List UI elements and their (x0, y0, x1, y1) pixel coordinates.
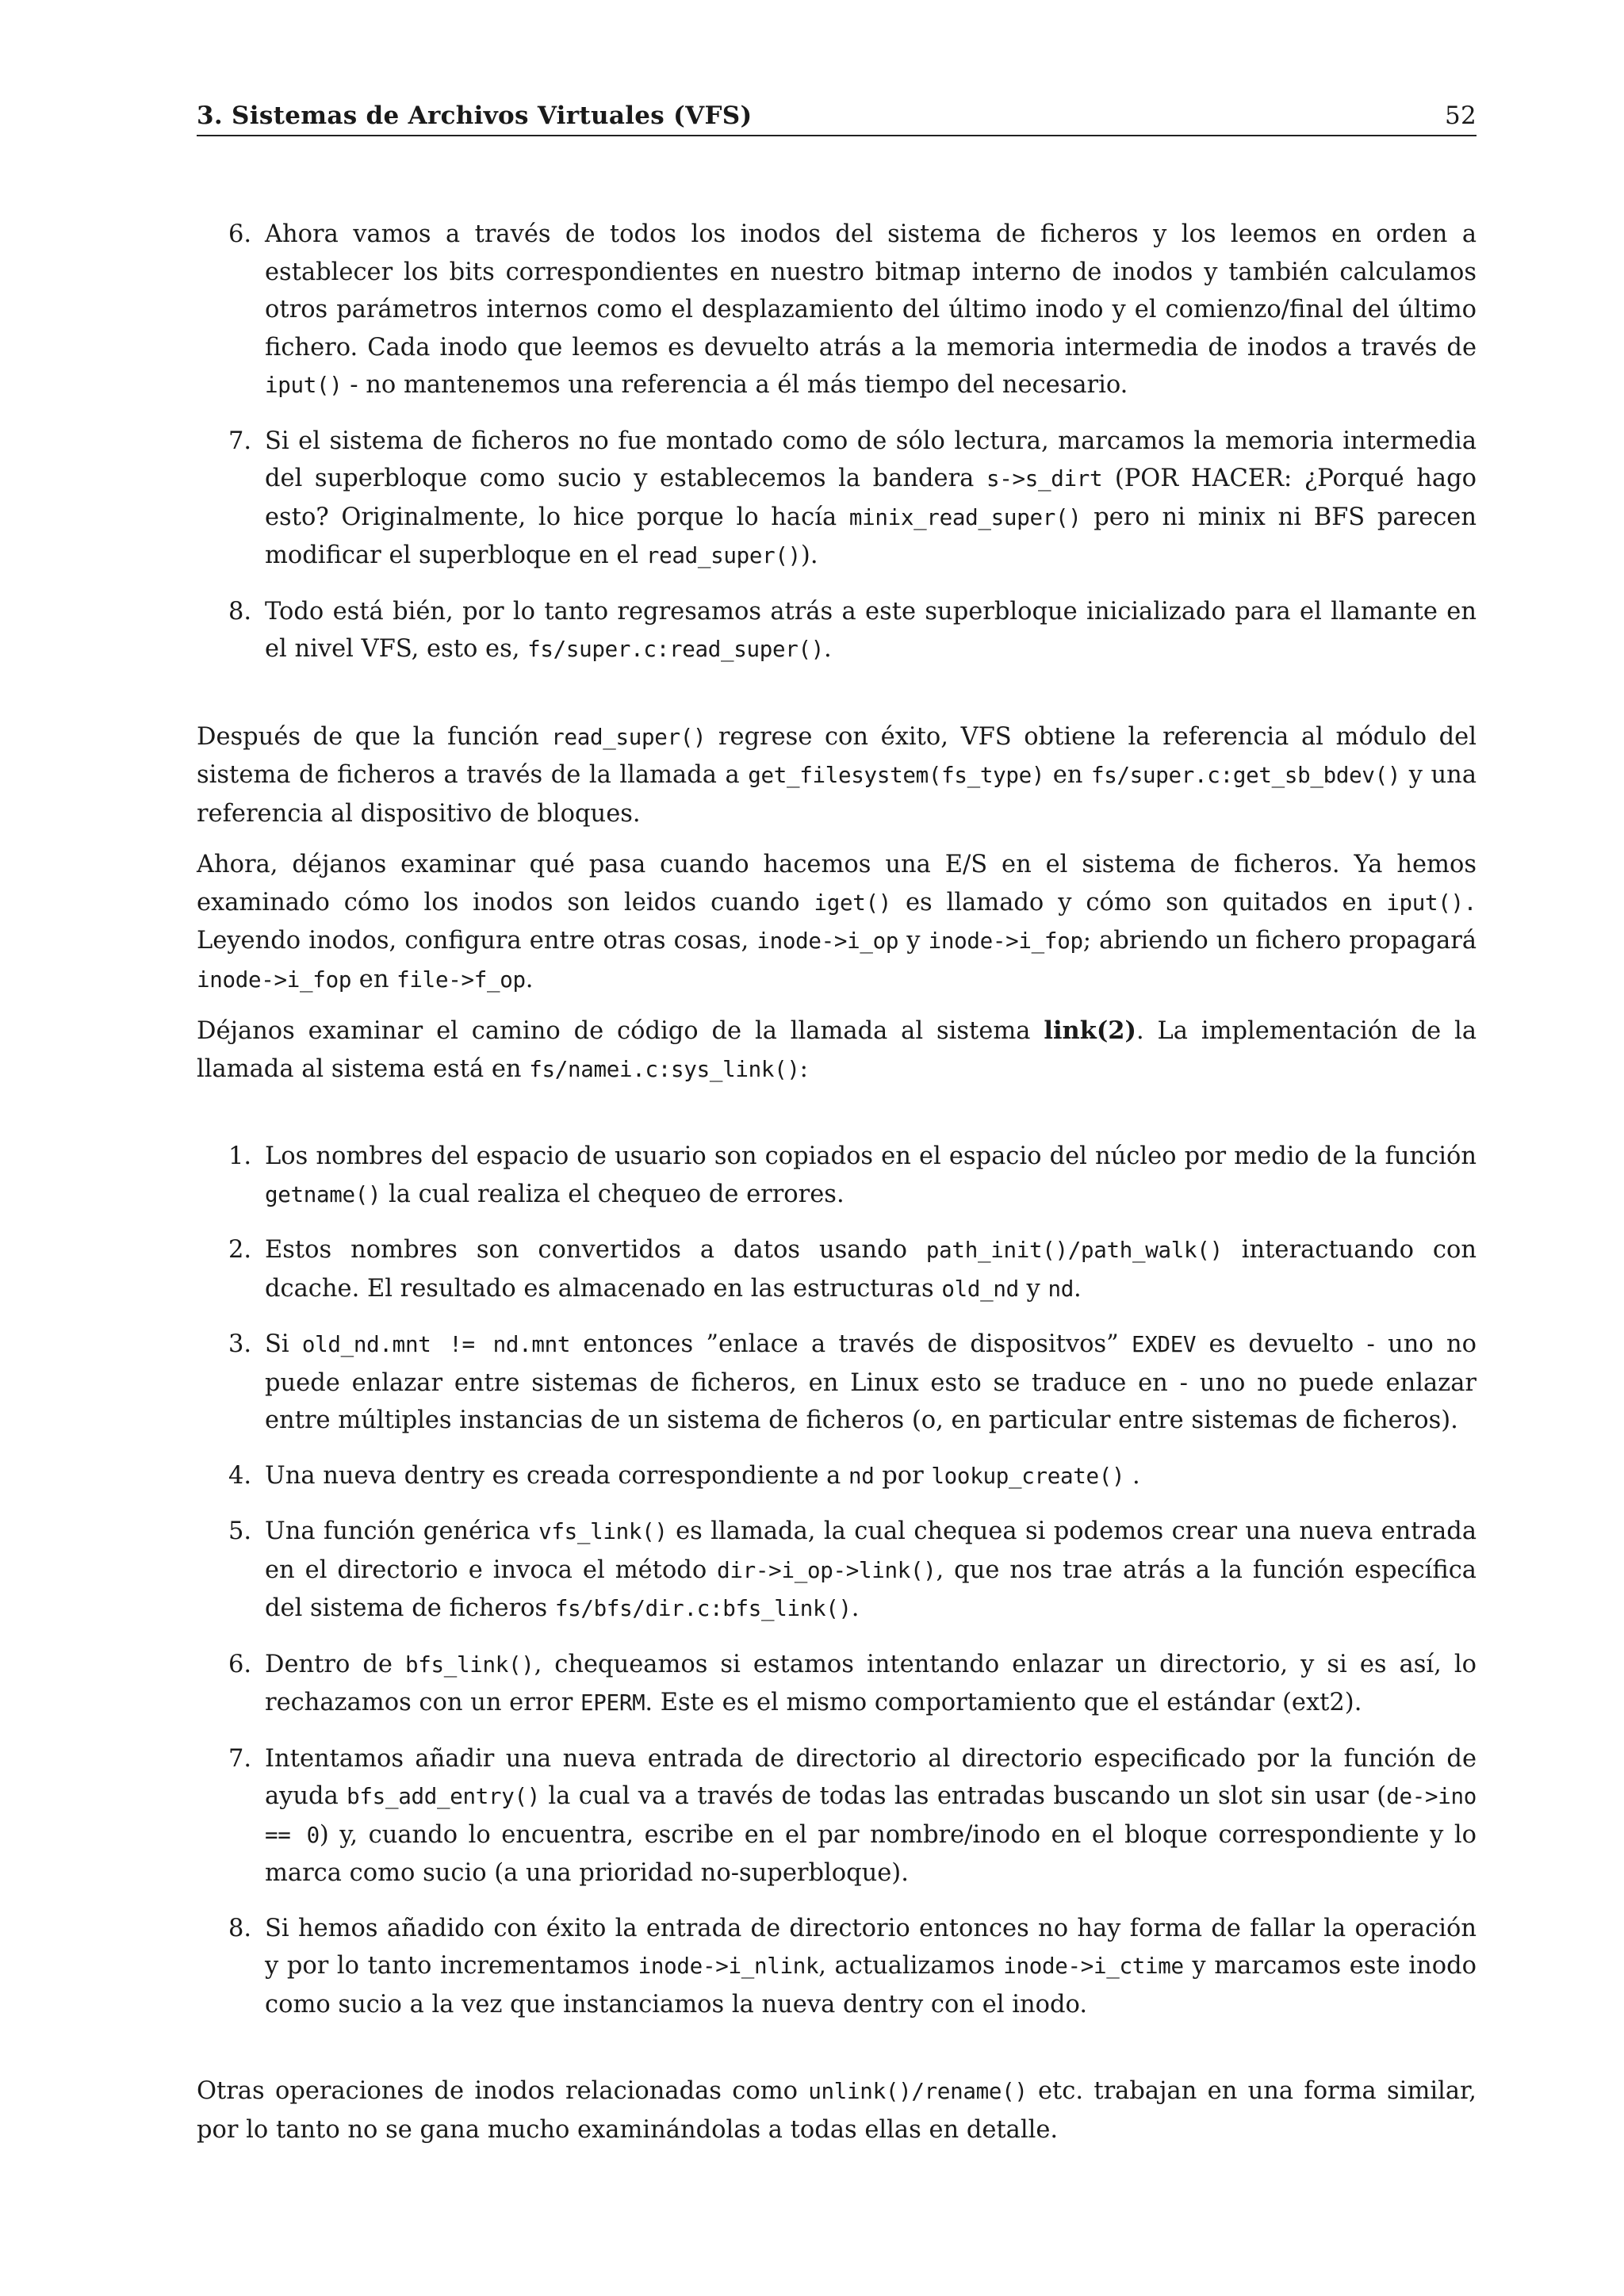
code-run: fs/super.c:read_super() (527, 637, 825, 662)
text-run: y (1018, 1274, 1048, 1303)
list-item (197, 423, 1477, 576)
text-run: , que nos trae atrás a la función específica del sistema de ficheros (265, 1556, 1477, 1622)
list-item-number: 8. (228, 1914, 252, 1942)
text-run: Estos nombres son convertidos a datos usando (265, 1236, 926, 1264)
bold-run: link(2) (1044, 1016, 1136, 1045)
code-run: inode->i_ctime (1003, 1954, 1184, 1979)
code-run: iput() (265, 373, 343, 398)
text-run: y marcamos este inodo como sucio a la vez que instanciamos la nueva dentry con el inodo. (265, 1952, 1477, 2019)
text-run: Si hemos añadido con éxito la entrada de directorio entonces no hay forma de fallar la operación y por lo tanto incrementamos (265, 1914, 1477, 1980)
code-run: bfs_link() (404, 1651, 534, 1678)
text-run: ; abriendo un fichero propagará (1082, 927, 1477, 955)
text-run: : (799, 1054, 808, 1083)
document-page (197, 101, 1477, 2162)
code-run: nd (848, 1463, 875, 1489)
text-run: , actualizamos (818, 1952, 1004, 1980)
text-run: es llamada, la cual chequea si podemos crear una nueva entrada en el directorio e invoca el método (265, 1517, 1477, 1584)
text-run: Ahora vamos a través de todos los inodos del sistema de ficheros y los leemos en orden a establecer los bits correspondientes en nuestro bitmap interno de inodos y también calculamos otros parámetros internos como el desplazamiento del último inodo y el comienzo/final del último fichero. Cada inodo que leemos es devuelto atrás a la memoria intermedia de inodos a través de (265, 220, 1477, 362)
list-item-number: 8. (228, 597, 252, 626)
code-run: iput(). (1386, 890, 1477, 916)
text-run: Otras operaciones de inodos relacionadas como (197, 2077, 809, 2105)
code-run: file->f_op (396, 966, 526, 993)
list-item-number: 1. (228, 1142, 252, 1170)
text-run: pero ni minix ni BFS parecen modificar el superbloque en el (265, 503, 1477, 569)
text-run: . (824, 635, 832, 663)
body-text (197, 216, 1477, 2149)
code-run: inode->i_fop (197, 966, 352, 993)
text-run: es devuelto - uno no puede enlazar entre sistemas de ficheros, en Linux esto se traduce en - uno no puede enlazar entre múltiples instancias de un sistema de ficheros (o, en particular entre sistemas de ficheros). (265, 1330, 1477, 1434)
text-run: la cual realiza el chequeo de errores. (381, 1180, 845, 1208)
steps-list-link (197, 1138, 1477, 2023)
list-item-number: 7. (228, 427, 252, 455)
text-run: . (1074, 1274, 1082, 1303)
text-run: . (1124, 1461, 1140, 1490)
code-run: inode->i_op (756, 928, 899, 954)
paragraph (197, 1012, 1477, 1089)
text-run: en (351, 965, 397, 993)
list-item-number: 6. (228, 1650, 252, 1678)
list-item (197, 1231, 1477, 1308)
page-number: 52 (1444, 101, 1477, 130)
code-run: unlink()/rename() (808, 2079, 1028, 2104)
text-run: y una referencia al dispositivo de bloques. (197, 761, 1477, 828)
code-run: vfs_link() (538, 1519, 668, 1544)
code-run: EPERM (580, 1690, 645, 1716)
text-run: Si (265, 1330, 302, 1358)
text-run: la cual va a través de todas las entradas buscando un slot sin usar ( (540, 1782, 1387, 1810)
text-run: . La implementación de la llamada al sistema está en (197, 1017, 1477, 1083)
text-run: . (851, 1594, 860, 1622)
code-run: getname() (265, 1181, 381, 1207)
text-run: Intentamos añadir una nueva entrada de directorio al directorio especificado por la función de ayuda (265, 1744, 1477, 1810)
text-run: Si el sistema de ficheros no fue montado como de sólo lectura, marcamos la memoria intermedia del superbloque como sucio y establecemos la bandera (265, 427, 1477, 492)
chapter-title: 3. Sistemas de Archivos Virtuales (VFS) (197, 101, 753, 130)
text-run: por (874, 1461, 932, 1490)
text-run: interactuando con dcache. El resultado es almacenado en las estructuras (265, 1236, 1477, 1303)
list-item-number: 5. (228, 1517, 252, 1545)
code-run: fs/namei.c:sys_link() (529, 1056, 800, 1082)
list-item (197, 1457, 1477, 1496)
list-item-number: 4. (228, 1461, 252, 1490)
code-run: de->ino == 0 (265, 1784, 1477, 1848)
text-run: y (898, 927, 929, 955)
code-run: bfs_add_entry() (347, 1784, 541, 1809)
steps-list-superblock (197, 216, 1477, 669)
list-item (197, 1910, 1477, 2024)
list-item (197, 1138, 1477, 1214)
text-run: entonces ”enlace a través de dispositvos” (570, 1330, 1132, 1358)
list-item (197, 216, 1477, 405)
text-run: Dentro de (265, 1650, 405, 1678)
text-run: regrese con éxito, VFS obtiene la referencia al módulo del sistema de ficheros a través de la llamada a (197, 722, 1477, 789)
paragraph (197, 846, 1477, 999)
running-header (197, 101, 1477, 136)
text-run: Una función genérica (265, 1517, 539, 1545)
text-run: Después de que la función (197, 722, 552, 751)
list-item-number: 6. (228, 220, 252, 248)
paragraph (197, 718, 1477, 833)
code-run: EXDEV (1131, 1332, 1197, 1357)
code-run: fs/bfs/dir.c:bfs_link() (554, 1596, 852, 1621)
list-item (197, 1326, 1477, 1440)
text-run: Los nombres del espacio de usuario son copiados en el espacio del núcleo por medio de la función (265, 1142, 1477, 1170)
code-run: old_nd (941, 1276, 1019, 1302)
code-run: lookup_create() (931, 1463, 1125, 1489)
list-item (197, 593, 1477, 669)
code-run: minix_read_super() (848, 504, 1082, 530)
text-run: Ahora, déjanos examinar qué pasa cuando hacemos una E/S en el sistema de ficheros. Ya hemos examinado cómo los inodos son leidos cuando (197, 851, 1477, 916)
code-run: inode->i_nlink (638, 1954, 819, 1979)
text-run: - no mantenemos una referencia a él más tiempo del necesario. (342, 371, 1128, 399)
code-run: read_super() (645, 543, 801, 568)
text-run: es llamado y cómo son quitados en (891, 888, 1387, 916)
list-item (197, 1646, 1477, 1723)
code-run: fs/super.c:get_sb_bdev() (1091, 763, 1401, 788)
code-run: iget() (814, 890, 892, 916)
text-run: Déjanos examinar el camino de código de la llamada al sistema (197, 1017, 1044, 1045)
code-run: get_filesystem(fs_type) (748, 763, 1045, 788)
text-run: (POR HACER: ¿Porqué hago esto? Originalmente, lo hice porque lo hacía (265, 465, 1477, 531)
text-run: . Este es el mismo comportamiento que el estándar (ext2). (645, 1689, 1362, 1716)
code-run: read_super() (551, 724, 707, 750)
text-run: ). (800, 541, 818, 569)
text-run: , chequeamos si estamos intentando enlazar un directorio, y si es así, lo rechazamos con un error (265, 1650, 1477, 1716)
code-run: dir->i_op->link() (717, 1557, 936, 1583)
text-run: Leyendo inodos, configura entre otras cosas, (197, 927, 757, 955)
text-run: en (1044, 761, 1091, 789)
text-run: Todo está bién, por lo tanto regresamos atrás a este superbloque inicializado para el llamante en el nivel VFS, esto es, (265, 597, 1477, 663)
list-item (197, 1740, 1477, 1892)
text-run: etc. trabajan en una forma similar, por lo tanto no se gana mucho examinándolas a todas ellas en detalle. (197, 2077, 1477, 2144)
code-run: old_nd.mnt != nd.mnt (301, 1332, 571, 1357)
text-run: . (525, 965, 534, 993)
list-item-number: 2. (228, 1236, 252, 1264)
code-run: path_init()/path_walk() (925, 1238, 1223, 1263)
text-run: Una nueva dentry es creada correspondiente a (265, 1461, 849, 1490)
code-run: inode->i_fop (928, 928, 1083, 954)
code-run: nd (1048, 1276, 1074, 1302)
list-item-number: 7. (228, 1744, 252, 1773)
list-item-number: 3. (228, 1330, 252, 1358)
list-item (197, 1513, 1477, 1628)
paragraph (197, 2072, 1477, 2149)
text-run: ) y, cuando lo encuentra, escribe en el par nombre/inodo en el bloque correspondiente y lo marca como sucio (a una prioridad no-superbloque). (265, 1820, 1477, 1887)
code-run: s->s_dirt (986, 466, 1103, 492)
